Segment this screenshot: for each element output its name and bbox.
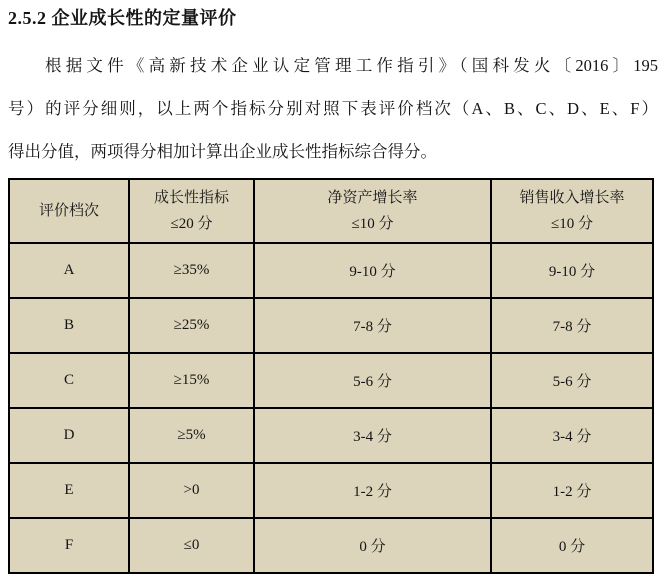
table-row-d — [9, 408, 653, 463]
table-row-e — [9, 463, 653, 518]
table-row-f — [9, 518, 653, 573]
cell-growth: ≥25% — [129, 298, 254, 353]
cell-net-asset: 9-10 分 — [254, 243, 491, 298]
cell-sales: 0 分 — [491, 518, 653, 573]
cell-sales: 5-6 分 — [491, 353, 653, 408]
header-label: 成长性指标 — [153, 190, 229, 206]
cell-sales: 3-4 分 — [491, 408, 653, 463]
header-sublabel: ≤10 分 — [551, 216, 593, 232]
cell-growth: ≥5% — [129, 408, 254, 463]
cell-net-asset: 7-8 分 — [254, 298, 491, 353]
header-label: 销售收入增长率 — [519, 190, 625, 206]
cell-net-asset: 1-2 分 — [254, 463, 491, 518]
cell-growth: ≥35% — [129, 243, 254, 298]
cell-grade: E — [9, 463, 129, 518]
cell-grade: C — [9, 353, 129, 408]
header-cell-sales-revenue-growth — [491, 179, 653, 243]
cell-net-asset: 3-4 分 — [254, 408, 491, 463]
cell-sales: 9-10 分 — [491, 243, 653, 298]
cell-grade: D — [9, 408, 129, 463]
cell-growth: >0 — [129, 463, 254, 518]
cell-net-asset: 0 分 — [254, 518, 491, 573]
cell-grade: F — [9, 518, 129, 573]
paragraph-line-3: 得出分值，两项得分相加计算出企业成长性指标综合得分。 — [8, 142, 437, 161]
table-row-a — [9, 243, 653, 298]
cell-sales: 7-8 分 — [491, 298, 653, 353]
paragraph-line-1: 根据文件《高新技术企业认定管理工作指引》（国科发火〔2016〕195 — [45, 56, 658, 75]
header-sublabel: ≤10 分 — [351, 216, 394, 232]
table-header-row — [9, 179, 653, 243]
header-sublabel: ≤20 分 — [170, 216, 213, 232]
cell-net-asset: 5-6 分 — [254, 353, 491, 408]
table-row-b — [9, 298, 653, 353]
header-cell-grade — [9, 179, 129, 243]
header-label: 评价档次 — [38, 203, 99, 219]
header-cell-net-asset-growth — [254, 179, 491, 243]
cell-growth: ≤0 — [129, 518, 254, 573]
growth-rating-table — [8, 178, 654, 574]
section-heading: 2.5.2 企业成长性的定量评价 — [8, 8, 237, 28]
cell-grade: B — [9, 298, 129, 353]
cell-sales: 1-2 分 — [491, 463, 653, 518]
header-label: 净资产增长率 — [327, 190, 418, 206]
cell-grade: A — [9, 243, 129, 298]
paragraph-line-2: 号）的评分细则，以上两个指标分别对照下表评价档次（A、B、C、D、E、F） — [8, 99, 658, 118]
header-cell-growth-indicator — [129, 179, 254, 243]
cell-growth: ≥15% — [129, 353, 254, 408]
table-row-c — [9, 353, 653, 408]
body-paragraph — [8, 44, 658, 173]
